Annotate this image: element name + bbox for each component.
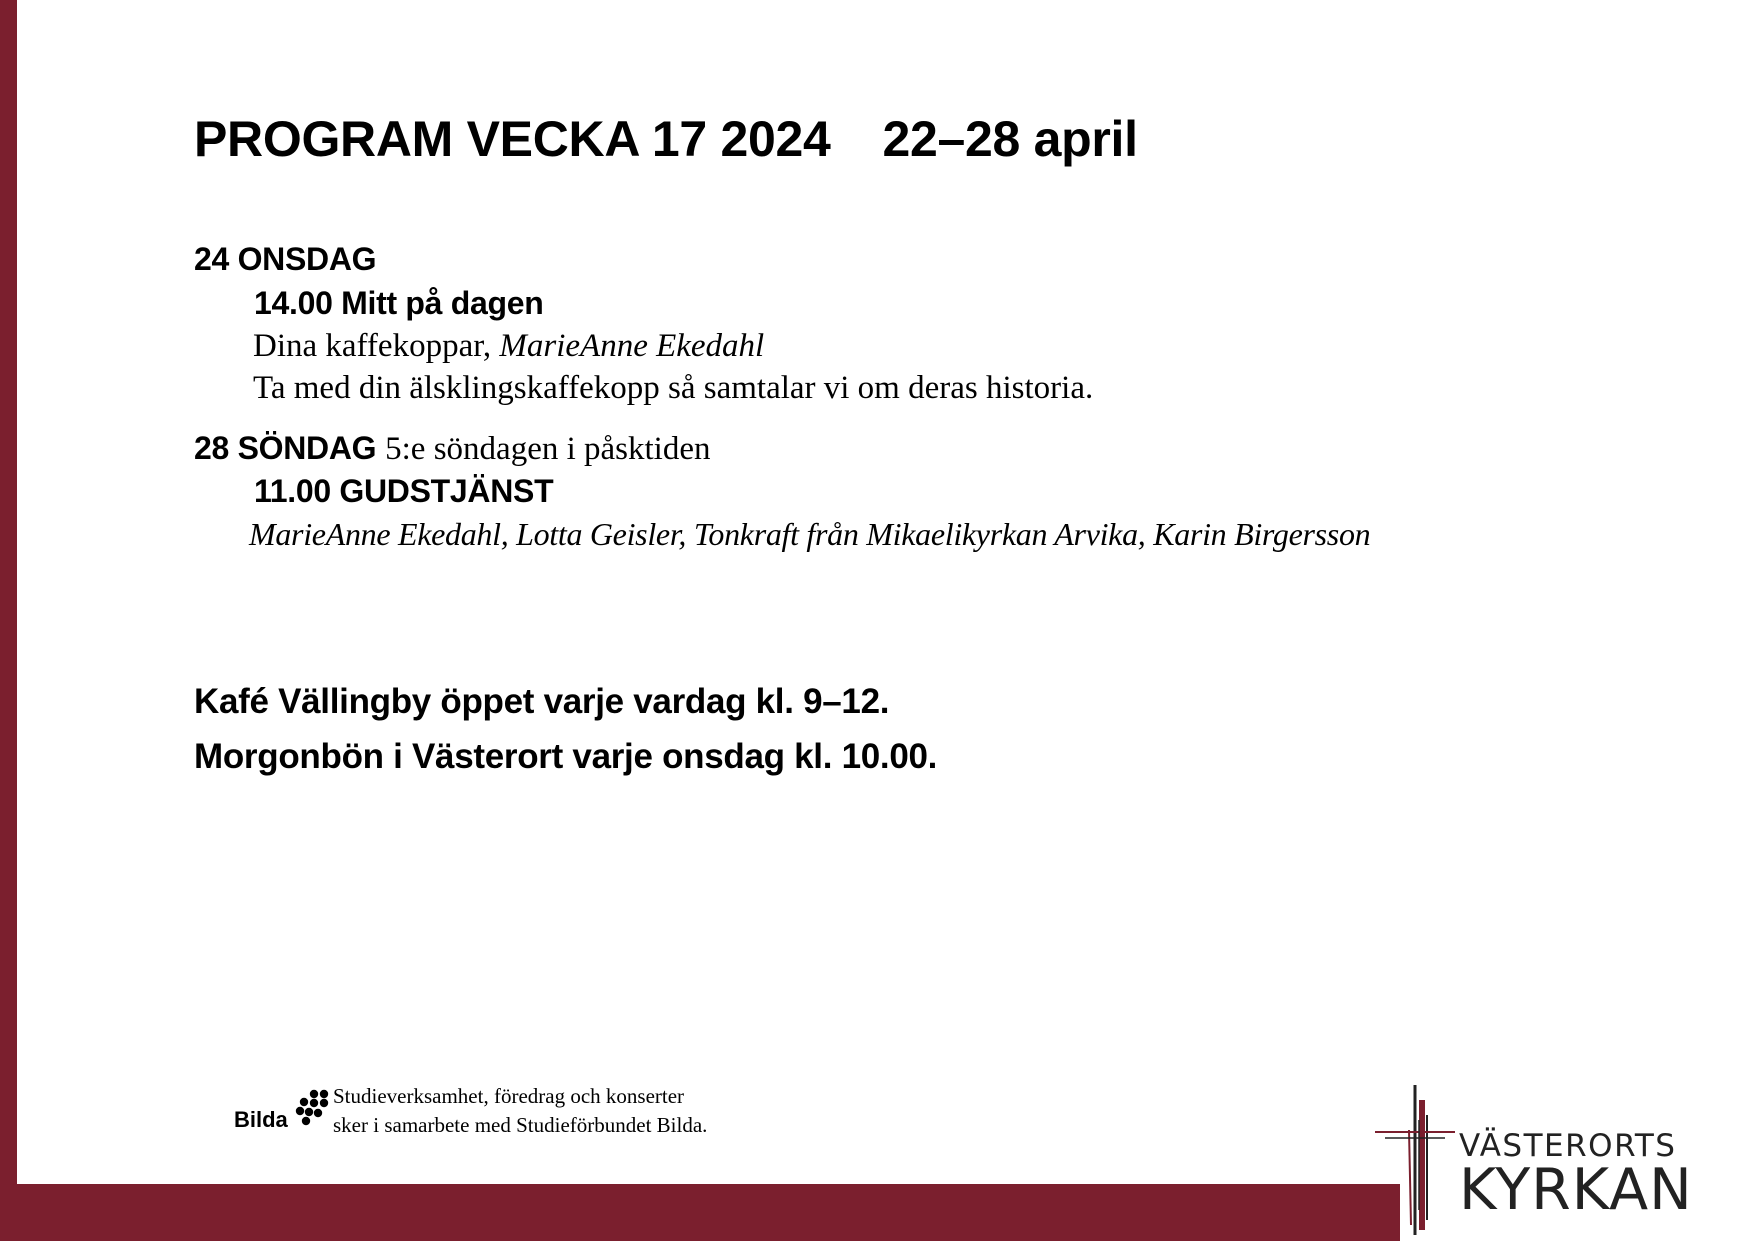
left-accent-bar <box>0 0 17 1241</box>
title-dates: 22–28 april <box>882 111 1138 167</box>
bilda-logo <box>234 1087 334 1137</box>
bottom-accent-bar <box>0 1184 1400 1241</box>
event-participants: MarieAnne Ekedahl, Lotta Geisler, Tonkraft från Mikaelikyrkan Arvika, Karin Birgersson <box>249 516 1371 552</box>
day-label: 28 SÖNDAG <box>194 430 377 466</box>
day-heading-sondag <box>194 428 710 470</box>
notice-kafe: Kafé Vällingby öppet varje vardag kl. 9–12. <box>194 682 890 721</box>
church-cross-icon <box>1375 1080 1455 1240</box>
day-note: 5:e söndagen i påsktiden <box>385 431 711 467</box>
notice-morgonbon: Morgonbön i Västerort varje onsdag kl. 10.00. <box>194 737 938 776</box>
church-logo-line-1: VÄSTERORTS <box>1459 1128 1677 1164</box>
page-title <box>194 110 1138 168</box>
bilda-logo-text: Bilda <box>234 1107 288 1132</box>
event-heading-mitt-pa-dagen: 14.00 Mitt på dagen <box>254 285 544 321</box>
event-heading-gudstjanst: 11.00 GUDSTJÄNST <box>254 473 554 509</box>
event-speaker: MarieAnne Ekedahl <box>499 328 765 364</box>
day-heading-onsdag: 24 ONSDAG <box>194 241 377 277</box>
title-week: PROGRAM VECKA 17 2024 <box>194 111 831 167</box>
event-description-line-2: Ta med din älsklingskaffekopp så samtalar vi om deras historia. <box>253 370 1094 406</box>
church-logo-line-2: KYRKAN <box>1459 1157 1693 1223</box>
event-description-text: Dina kaffekoppar, <box>253 328 500 364</box>
bilda-note-line-1: Studieverksamhet, föredrag och konserter <box>333 1084 685 1108</box>
bilda-note-line-2: sker i samarbete med Studieförbundet Bilda. <box>333 1113 708 1137</box>
event-description-line <box>253 325 764 367</box>
